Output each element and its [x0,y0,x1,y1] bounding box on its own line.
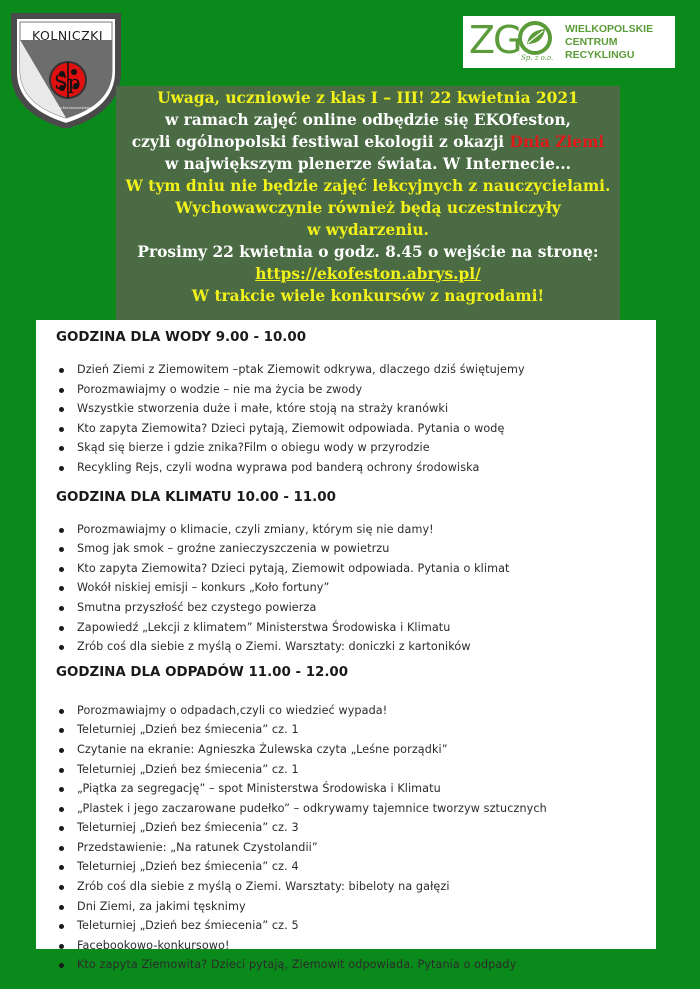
bullet-icon [59,728,64,733]
school-logo-subtitle: imię Jana Kochanowskiego [46,106,91,110]
announcement-line-8: Prosimy 22 kwietnia o godz. 8.45 o wejście na stronę: [137,243,599,261]
list-item: Kto zapyta Ziemowita? Dzieci pytają, Ziemowit odpowiada. Pytania o wodę [56,419,656,439]
list-item: Zrób coś dla siebie z myślą o Ziemi. Warsztaty: doniczki z kartoników [56,637,656,657]
bullet-icon [59,709,64,714]
bullet-icon [59,547,64,552]
bullet-icon [59,466,64,471]
school-logo-name: KOLNICZKI [32,28,104,43]
list-item: Zrób coś dla siebie z myślą o Ziemi. Warsztaty: bibeloty na gałęzi [56,877,656,897]
list-item: Smog jak smok – groźne zanieczyszczenia w powietrzu [56,539,656,559]
section-list-climate [56,520,656,657]
leaf-icon [517,20,553,56]
zgo-line2: CENTRUM [565,35,618,48]
school-logo-initials: Sp [54,70,81,94]
bullet-icon [59,905,64,910]
bullet-icon [59,768,64,773]
zgo-name [565,23,653,62]
announcement-line-3 [116,131,620,153]
announcement-line-6: Wychowawczynie również będą uczestniczyły [175,199,561,217]
list-item: Zapowiedź „Lekcji z klimatem” Ministerstwa Środowiska i Klimatu [56,618,656,638]
zgo-suffix: Sp. z o.o. [521,54,554,62]
list-item: „Plastek i jego zaczarowane pudełko” – odkrywamy tajemnice tworzyw sztucznych [56,799,656,819]
list-item: Teleturniej „Dzień bez śmiecenia” cz. 3 [56,818,656,838]
bullet-icon [59,865,64,870]
list-item: Facebookowo-konkursowo! [56,936,656,956]
bullet-icon [59,826,64,831]
announcement-line-1: Uwaga, uczniowie z klas I – III! 22 kwietnia 2021 [157,89,579,107]
bullet-icon [59,407,64,412]
announcement-line-5: W tym dniu nie będzie zajęć lekcyjnych z nauczycielami. [125,177,611,195]
bullet-icon [59,885,64,890]
list-item: Teleturniej „Dzień bez śmiecenia” cz. 4 [56,857,656,877]
section-title-waste: GODZINA DLA ODPADÓW 11.00 - 12.00 [56,664,349,680]
list-item: Dni Ziemi, za jakimi tęsknimy [56,897,656,917]
announcement-line-9: W trakcie wiele konkursów z nagrodami! [191,287,545,305]
zgo-line3: RECYKLINGU [565,48,635,61]
announcement-line-4: w największym plenerze świata. W Internecie... [165,155,571,173]
bullet-icon [59,586,64,591]
list-item: Kto zapyta Ziemowita? Dzieci pytają, Ziemowit odpowiada. Pytania o klimat [56,559,656,579]
list-item: Smutna przyszłość bez czystego powierza [56,598,656,618]
bullet-icon [59,807,64,812]
zgo-line1: WIELKOPOLSKIE [565,22,654,35]
earth-day-highlight: Dnia Ziemi [509,133,605,151]
bullet-icon [59,567,64,572]
recycling-center-logo [463,16,675,68]
list-item: Dzień Ziemi z Ziemowitem –ptak Ziemowit odkrywa, dlaczego dziś świętujemy [56,360,656,380]
announcement-line-7: w wydarzeniu. [307,221,429,239]
section-title-water: GODZINA DLA WODY 9.00 - 10.00 [56,330,307,345]
announcement-box [116,86,620,326]
list-item: Recykling Rejs, czyli wodna wyprawa pod banderą ochrony środowiska [56,458,656,478]
bullet-icon [59,944,64,949]
list-item: Porozmawiajmy o odpadach,czyli co wiedzieć wypada! [56,701,656,721]
bullet-icon [59,446,64,451]
bullet-icon [59,645,64,650]
ekofeston-link[interactable]: https://ekofeston.abrys.pl/ [255,265,481,283]
list-item: Wokół niskiej emisji – konkurs „Koło fortuny” [56,578,656,598]
section-list-waste [56,701,656,975]
section-title-climate: GODZINA DLA KLIMATU 10.00 - 11.00 [56,489,336,505]
list-item: Kto zapyta Ziemowita? Dzieci pytają, Ziemowit odpowiada. Pytania o odpady [56,955,656,975]
announcement-line-2: w ramach zajęć online odbędzie się EKOfeston, [165,111,571,129]
list-item: Wszystkie stworzenia duże i małe, które stoją na straży kranówki [56,399,656,419]
list-item: Teleturniej „Dzień bez śmiecenia” cz. 5 [56,916,656,936]
list-item: Teleturniej „Dzień bez śmiecenia” cz. 1 [56,760,656,780]
program-panel [36,320,656,972]
bullet-icon [59,963,64,968]
bullet-icon [59,427,64,432]
list-item: „Piątka za segregację” – spot Ministerstwa Środowiska i Klimatu [56,779,656,799]
bullet-icon [59,368,64,373]
bullet-icon [59,388,64,393]
bullet-icon [59,846,64,851]
bullet-icon [59,528,64,533]
section-list-water [56,360,656,478]
list-item: Przedstawienie: „Na ratunek Czystolandii” [56,838,656,858]
school-logo [10,10,122,128]
bullet-icon [59,787,64,792]
zgo-mark [463,16,555,68]
list-item: Czytanie na ekranie: Agnieszka Żulewska czyta „Leśne porządki” [56,740,656,760]
list-item: Porozmawiajmy o wodzie – nie ma życia be zwody [56,380,656,400]
list-item: Teleturniej „Dzień bez śmiecenia” cz. 1 [56,720,656,740]
bullet-icon [59,606,64,611]
list-item: Skąd się bierze i gdzie znika?Film o obiegu wody w przyrodzie [56,438,656,458]
announcement-line-3a: czyli ogólnopolski festiwal ekologii z okazji [131,133,510,151]
list-item: Porozmawiajmy o klimacie, czyli zmiany, którym się nie damy! [56,520,656,540]
bullet-icon [59,626,64,631]
zgo-letters: ZG [469,18,521,62]
bullet-icon [59,748,64,753]
bullet-icon [59,924,64,929]
